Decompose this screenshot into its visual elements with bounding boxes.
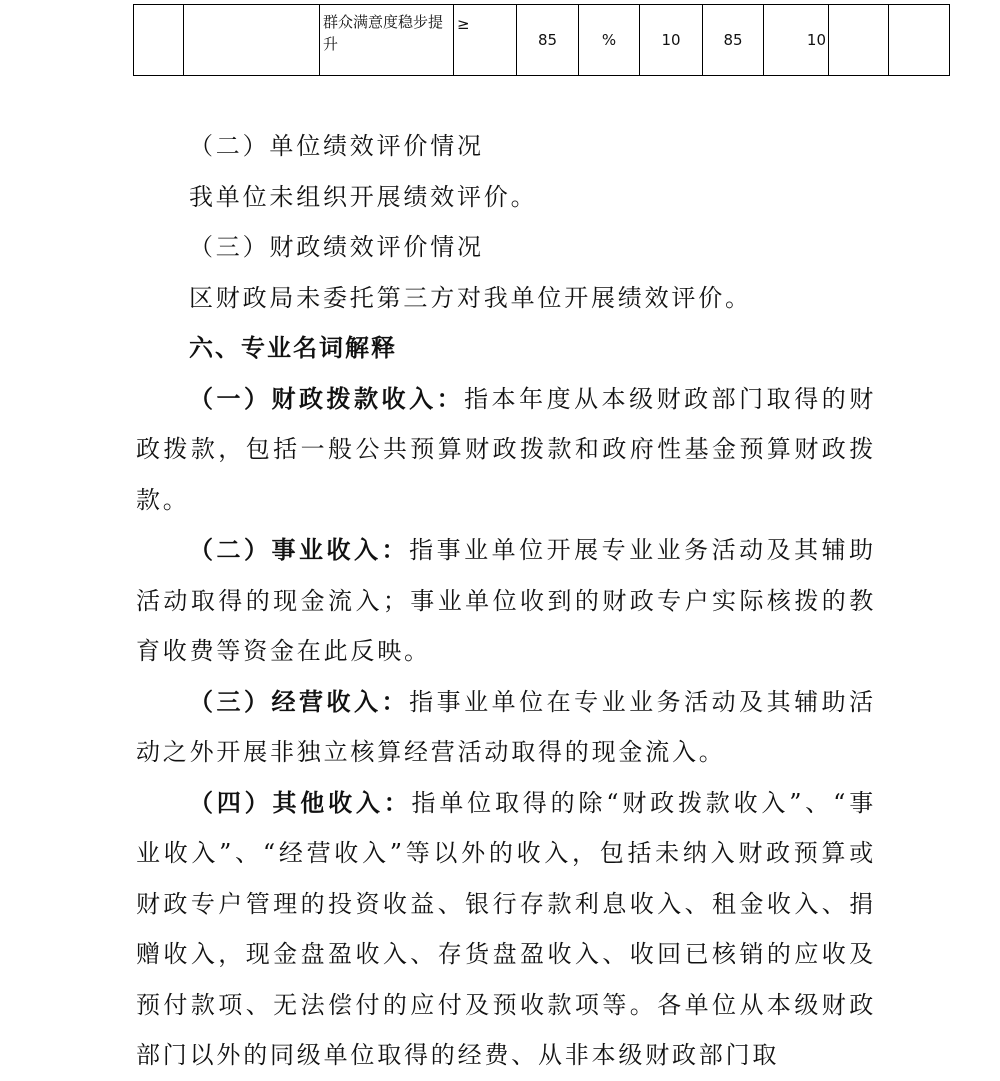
term-paragraph [136,677,876,778]
weight-cell: 10 [640,5,703,76]
term-definition: 指单位取得的除“财政拨款收入”、“事业收入”、“经营收入”等以外的收入，包括未纳入财政预算或财政专户管理的投资收益、银行存款利息收入、租金收入、捐赠收入，现金盘盈收入、存货盘盈收入、收回已核销的应收及预付款项、无法偿付的应付及预收款项等。各单位从本级财政部门以外的同级单位取得的经费、从非本级财政部门取 [136,788,876,1069]
table-cell-empty [134,5,184,76]
unit-cell: % [579,5,640,76]
term-definition: 指本年度从本级财政部门取得的财政拨款，包括一般公共预算财政拨款和政府性基金预算财政拨款。 [136,384,877,514]
paragraph: 区财政局未委托第三方对我单位开展绩效评价。 [189,283,752,312]
section-heading: （二）单位绩效评价情况 [189,132,484,160]
target-value-cell: 85 [517,5,579,76]
paragraph: 我单位未组织开展绩效评价。 [189,182,538,211]
chapter-heading: 六、专业名词解释 [189,334,397,362]
term-paragraph [136,525,876,677]
table-row [134,5,950,76]
performance-table [133,4,950,76]
section-heading: （三）财政绩效评价情况 [189,233,484,261]
term-label: （三）经营收入： [189,686,410,716]
score-cell: 10 [764,5,829,76]
term-label: （一）财政拨款收入： [189,383,465,413]
term-paragraph [136,778,876,1081]
term-label: （四）其他收入： [189,787,412,817]
term-definition: 指事业单位在专业业务活动及其辅助活动之外开展非独立核算经营活动取得的现金流入。 [136,687,876,766]
actual-value-cell: 85 [703,5,764,76]
term-definition: 指事业单位开展专业业务活动及其辅助活动取得的现金流入；事业单位收到的财政专户实际核拨的教育收费等资金在此反映。 [136,536,876,665]
table-cell-empty [184,5,320,76]
term-paragraph [136,374,876,526]
table-cell-empty [889,5,950,76]
metric-name-cell: 群众满意度稳步提升 [320,5,454,76]
operator-cell: ≥ [454,5,517,76]
table-cell-empty [829,5,889,76]
term-label: （二）事业收入： [189,535,410,564]
document-body [136,121,876,1081]
